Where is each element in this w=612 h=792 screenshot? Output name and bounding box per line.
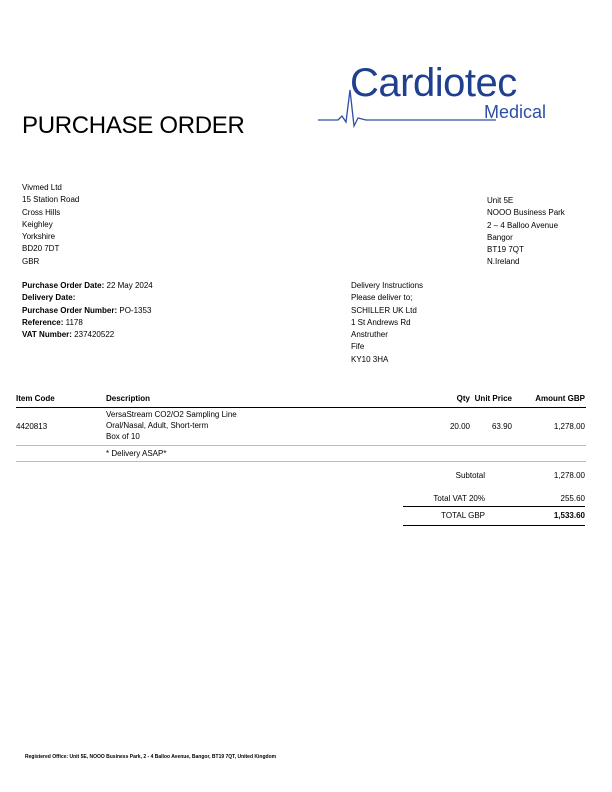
order-number-value: PO-1353 [119, 305, 152, 315]
item-unit-price: 63.90 [491, 422, 512, 431]
description-line: VersaStream CO2/O2 Sampling Line [106, 410, 237, 419]
order-date-label: Purchase Order Date: [22, 281, 105, 290]
address-line: 2 – 4 Balloo Avenue [487, 220, 559, 230]
header-description: Description [106, 394, 151, 403]
total-value: 1,533.60 [553, 511, 585, 520]
table-row [16, 408, 586, 444]
vat-number-label: VAT Number: [22, 330, 72, 340]
delivery-line: SCHILLER UK Ltd [351, 305, 417, 315]
address-line: NOOO Business Park [487, 208, 565, 218]
address-line: Vivmed Ltd [22, 183, 62, 192]
description-line: Oral/Nasal, Adult, Short-term [106, 421, 209, 430]
order-date-value: 22 May 2024 [106, 281, 153, 290]
header-unit-price: Unit Price [474, 394, 512, 403]
header-item-code: Item Code [16, 394, 55, 403]
logo-subtitle: Medical [484, 102, 547, 122]
address-line: Unit 5E [487, 196, 514, 205]
row-divider [16, 445, 586, 446]
header-amount: Amount GBP [535, 394, 585, 403]
reference-label: Reference: [22, 317, 64, 327]
delivery-line: Fife [351, 342, 365, 352]
header-qty: Qty [456, 394, 470, 403]
address-line: BT19 7QT [487, 245, 524, 255]
items-table-header [16, 393, 586, 408]
address-line: GBR [22, 256, 40, 266]
delivery-line: Please deliver to; [351, 293, 413, 303]
item-description [106, 409, 237, 442]
delivery-line: 1 St Andrews Rd [351, 317, 411, 327]
vat-number-value: 237420522 [74, 330, 115, 340]
registered-office-footer: Registered Office: Unit 5E, NOOO Business Park, 2 - 4 Balloo Avenue, Bangor, BT19 7QT, United Kingdom [25, 754, 277, 760]
company-address [487, 195, 565, 269]
address-line: Cross Hills [22, 207, 61, 217]
delivery-note: * Delivery ASAP* [106, 449, 167, 458]
order-number-label: Purchase Order Number: [22, 305, 118, 315]
delivery-date-label: Delivery Date: [22, 293, 76, 303]
subtotal-label: Subtotal [455, 471, 485, 480]
supplier-address [22, 182, 79, 268]
page-title: PURCHASE ORDER [22, 112, 245, 139]
subtotal-value: 1,278.00 [553, 471, 585, 480]
address-line: Yorkshire [22, 232, 56, 242]
address-line: BD20 7DT [22, 244, 60, 254]
delivery-instructions [351, 280, 423, 366]
address-line: Keighley [22, 219, 53, 229]
total-divider [403, 506, 585, 507]
vat-label: Total VAT 20% [433, 494, 485, 503]
description-line: Box of 10 [106, 432, 140, 441]
address-line: 15 Station Road [22, 195, 80, 205]
item-qty: 20.00 [449, 422, 470, 431]
total-divider [403, 525, 585, 526]
row-divider [16, 461, 586, 462]
delivery-line: Anstruther [351, 330, 388, 340]
delivery-line: Delivery Instructions [351, 281, 424, 290]
vat-row [403, 493, 585, 505]
logo-wordmark: Cardiotec [350, 61, 517, 105]
subtotal-row [403, 470, 585, 482]
total-label: TOTAL GBP [441, 511, 485, 520]
total-row [403, 510, 585, 522]
vat-value: 255.60 [560, 494, 585, 503]
reference-value: 1178 [65, 317, 83, 327]
item-code: 4420813 [16, 422, 48, 431]
order-info [22, 280, 153, 341]
item-amount: 1,278.00 [553, 422, 585, 431]
address-line: N.Ireland [487, 257, 520, 267]
delivery-line: KY10 3HA [351, 354, 389, 364]
address-line: Bangor [487, 232, 513, 242]
